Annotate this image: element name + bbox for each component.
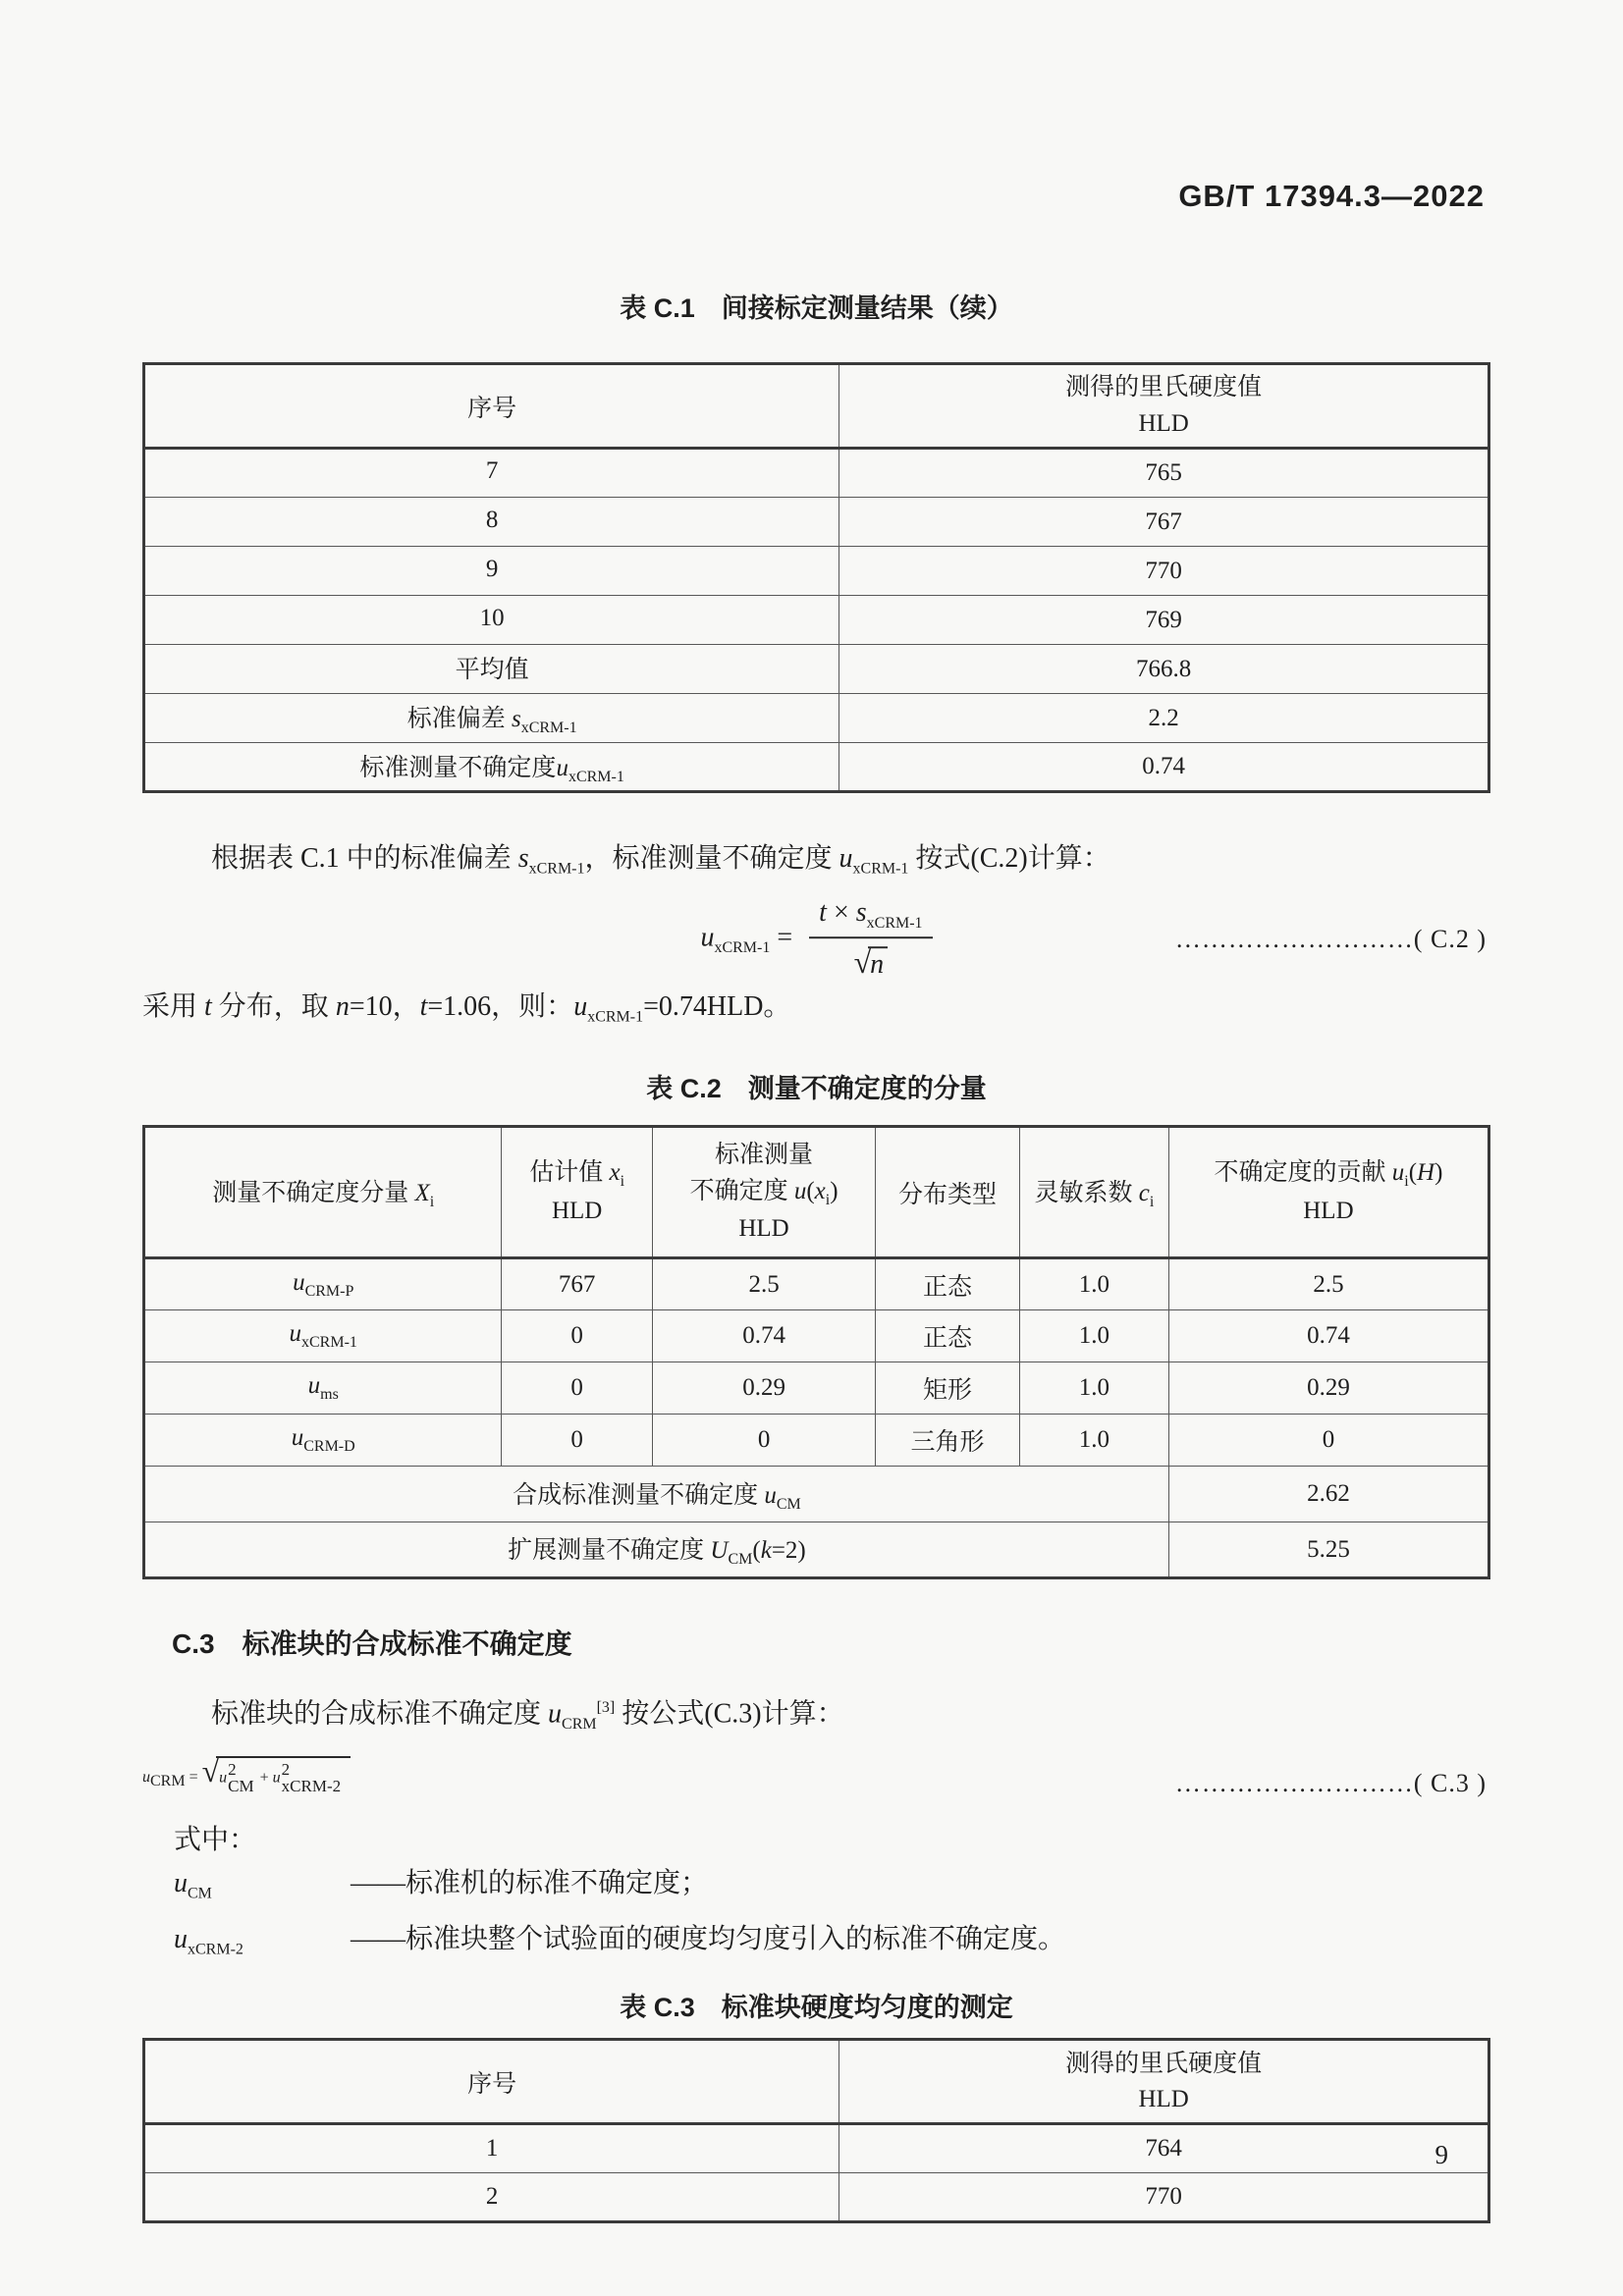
table-c1-caption: 表 C.1 间接标定测量结果（续） bbox=[620, 294, 1013, 323]
where-label: 式中： bbox=[174, 1825, 257, 1856]
fraction: $\frac{t \times s_{xCRM-1}}{√n}$ bbox=[809, 897, 932, 982]
table-row: 10 769 bbox=[144, 596, 1489, 645]
formula-c2 bbox=[142, 892, 1490, 987]
table-c3 bbox=[142, 2038, 1490, 2223]
table-c2-header-std-uncertainty: 标准测量 不确定度 $u(x_i)$ HLD bbox=[652, 1127, 875, 1258]
table-c3-caption: 表 C.3 标准块硬度均匀度的测定 bbox=[620, 1993, 1013, 2023]
table-c1-header-row bbox=[144, 364, 1489, 449]
table-row: 7 765 bbox=[144, 449, 1489, 498]
table-row: 平均值 766.8 bbox=[144, 645, 1489, 694]
table-c2-header-row bbox=[144, 1127, 1489, 1258]
standard-number: GB/T 17394.3—2022 bbox=[1178, 179, 1485, 213]
table-row: 标准偏差 $s_{xCRM-1}$ 2.2 bbox=[144, 694, 1489, 743]
reference-superscript: [3] bbox=[596, 1699, 616, 1717]
table-row: 标准测量不确定度$u_{xCRM-1}$ 0.74 bbox=[144, 743, 1489, 792]
table-c1-header-seq: 序号 bbox=[144, 364, 839, 449]
paragraph-c3-intro: 标准块的合成标准不确定度 $u_{CRM}[3]$ 按公式(C.3)计算： bbox=[211, 1698, 844, 1734]
table-row: $u_{CRM-P}$ 767 2.5 正态 1.0 2.5 bbox=[144, 1258, 1489, 1310]
formula-c3 bbox=[142, 1753, 1490, 1814]
table-row: 1 764 bbox=[144, 2124, 1489, 2173]
table-c3-header-value: 测得的里氏硬度值 HLD bbox=[839, 2040, 1489, 2124]
page-content bbox=[142, 0, 1490, 2223]
table-row: 8 767 bbox=[144, 498, 1489, 547]
table-c1 bbox=[142, 362, 1490, 793]
table-c2 bbox=[142, 1125, 1490, 1579]
table-row: $u_{ms}$ 0 0.29 矩形 1.0 0.29 bbox=[144, 1362, 1489, 1415]
page-number: 9 bbox=[1434, 2140, 1448, 2169]
table-c2-combined-row: 合成标准测量不确定度 $u_{CM}$ 2.62 bbox=[144, 1467, 1489, 1522]
table-c2-caption: 表 C.2 测量不确定度的分量 bbox=[646, 1074, 987, 1104]
table-c1-header-value: 测得的里氏硬度值 HLD bbox=[839, 364, 1489, 449]
definition-u-xcrm2: $u_{xCRM-2}$ ——标准块整个试验面的硬度均匀度引入的标准不确定度。 bbox=[174, 1923, 1066, 1958]
formula-c2-equation: $u_{xCRM-1}$ = $\frac{t \times s_{xCRM-1}}{√n}$ bbox=[142, 897, 1490, 982]
formula-c3-equation: $u_{CRM} = √u$ 2 CM + u 2 xCRM-2 bbox=[142, 1769, 351, 1786]
table-row: $u_{xCRM-1}$ 0 0.74 正态 1.0 0.74 bbox=[144, 1310, 1489, 1362]
definition-u-cm: $u_{CM}$ ——标准机的标准不确定度； bbox=[174, 1868, 709, 1902]
table-c2-header-coefficient: 灵敏系数 $c_i$ bbox=[1019, 1127, 1168, 1258]
table-c2-header-estimate: 估计值 $x_i$ HLD bbox=[502, 1127, 652, 1258]
table-row: 2 770 bbox=[144, 2173, 1489, 2222]
table-c2-header-contribution: 不确定度的贡献 $u_i(H)$ HLD bbox=[1168, 1127, 1488, 1258]
section-c3-heading: C.3 标准块的合成标准不确定度 bbox=[172, 1629, 572, 1660]
table-c3-header-seq: 序号 bbox=[144, 2040, 839, 2124]
paragraph-formula-c2-intro: 根据表 C.1 中的标准偏差 $s_{xCRM-1}$，标准测量不确定度 $u_{xCRM-1}$ 按式(C.2)计算： bbox=[211, 843, 1110, 878]
formula-c2-tag: ………………………( C.2 ) bbox=[1174, 924, 1487, 953]
paragraph-t-distribution: 采用 t 分布，取 n=10，t=1.06，则：$u_{xCRM-1}=0.74HLD$。 bbox=[142, 990, 791, 1026]
table-c3-header-row bbox=[144, 2040, 1489, 2124]
table-row: $u_{CRM-D}$ 0 0 三角形 1.0 0 bbox=[144, 1415, 1489, 1467]
formula-c3-tag: ………………………( C.3 ) bbox=[1174, 1769, 1487, 1798]
table-c2-header-distribution: 分布类型 bbox=[876, 1127, 1020, 1258]
table-c2-header-component: 测量不确定度分量 $X_i$ bbox=[144, 1127, 502, 1258]
table-row: 9 770 bbox=[144, 547, 1489, 596]
table-c2-expanded-row: 扩展测量不确定度 $U_{CM}(k=2)$ 5.25 bbox=[144, 1522, 1489, 1578]
